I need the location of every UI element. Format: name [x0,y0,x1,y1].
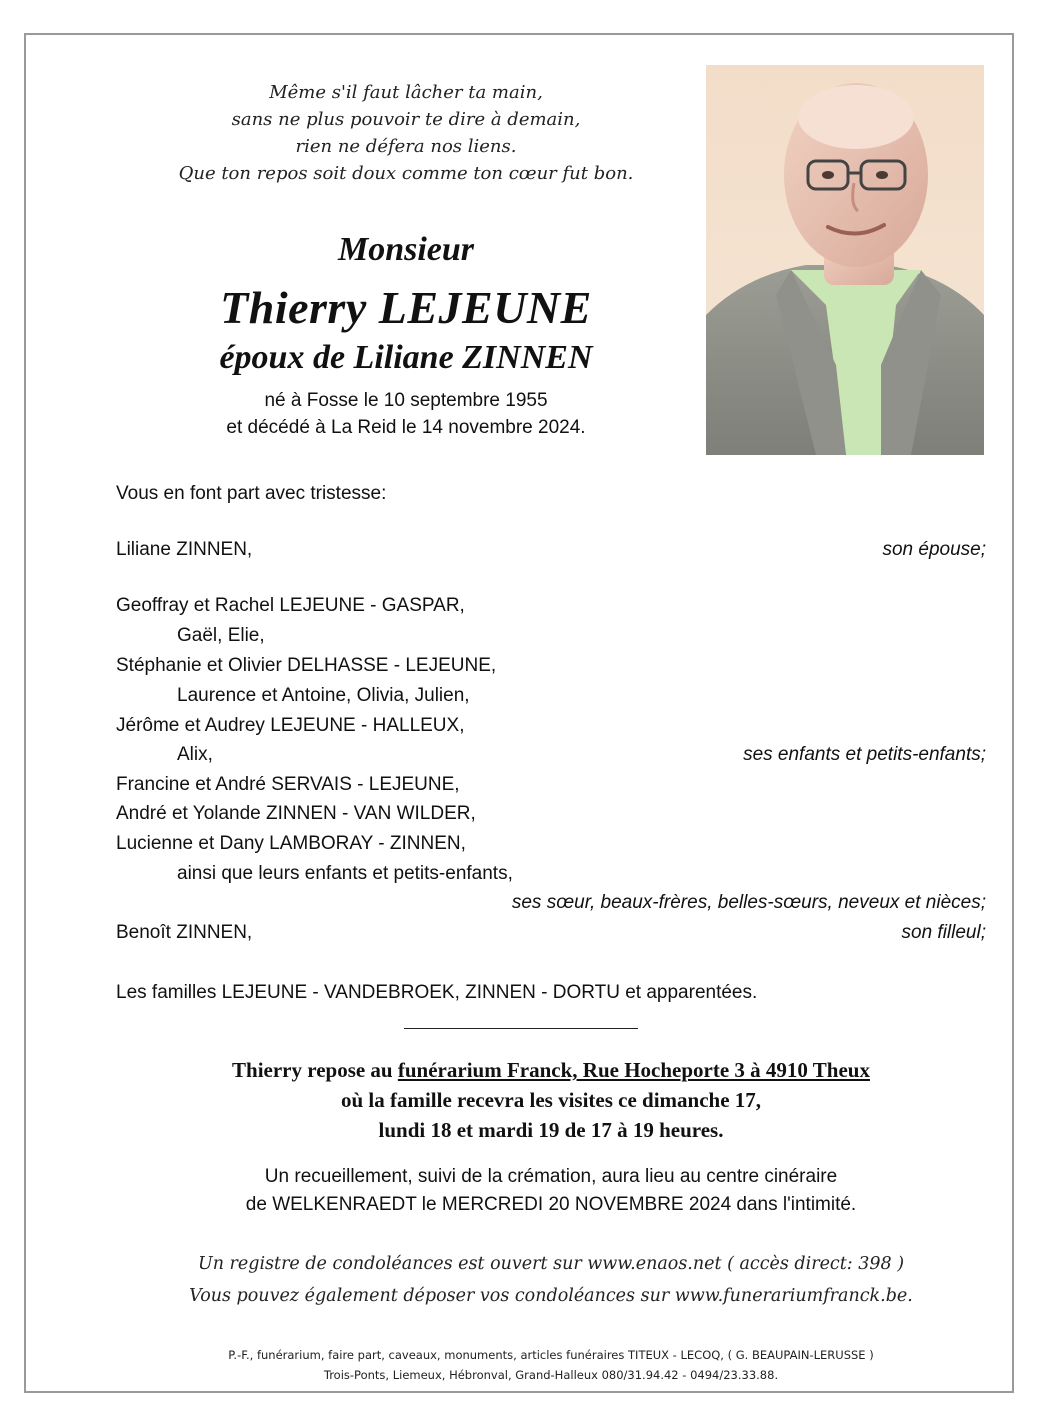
poem [156,79,656,187]
family-name: Liliane ZINNEN, [116,539,253,560]
ceremony-line: de WELKENRAEDT le MERCREDI 20 NOVEMBRE 2024 dans l'intimité. [245,1194,857,1215]
family-name: Lucienne et Dany LAMBORAY - ZINNEN, [116,833,466,854]
family-row [116,685,986,715]
family-row [116,833,986,863]
family-name: Gaël, Elie, [177,625,265,646]
poem-line: Même s'il faut lâcher ta main, [269,82,543,103]
family-row [116,744,986,774]
family-row [116,539,986,569]
family-row [116,655,986,685]
family-name: Francine et André SERVAIS - LEJEUNE, [116,774,460,795]
family-name: Alix, [177,744,213,765]
footer-line: Trois-Ponts, Liemeux, Hébronval, Grand-Halleux 080/31.94.42 - 0494/23.33.88. [323,1368,779,1382]
funerarium-address: funérarium Franck, Rue Hocheporte 3 à 4910 Theux [397,1058,870,1082]
family-row [116,774,986,804]
families-row [116,982,986,1012]
family-row [116,892,986,922]
family-row [116,863,986,893]
condolences-notice [116,1248,986,1312]
family-row [116,803,986,833]
obituary-card [24,33,1014,1393]
footer-line: P.-F., funérarium, faire part, caveaux, monuments, articles funéraires TITEUX - LECOQ, ( G. BEAUPAIN-LERUSSE ) [228,1348,874,1362]
poem-line: rien ne défera nos liens. [295,136,517,157]
ceremony-notice [116,1163,986,1219]
family-name: Laurence et Antoine, Olivia, Julien, [177,685,470,706]
family-name: André et Yolande ZINNEN - VAN WILDER, [116,803,476,824]
family-name: Stéphanie et Olivier DELHASSE - LEJEUNE, [116,655,497,676]
poem-line: Que ton repos soit doux comme ton cœur fut bon. [178,163,634,184]
repose-line [116,1055,986,1085]
portrait-illustration [706,65,984,455]
family-role: son épouse; [882,539,986,560]
divider [404,1028,638,1029]
deceased-name: Thierry LEJEUNE [220,282,592,333]
repose-line: où la famille recevra les visites ce dimanche 17, [340,1088,762,1112]
funeral-home-footer [116,1345,986,1385]
family-row [116,715,986,745]
portrait-photo [706,65,984,455]
repose-notice [116,1055,986,1145]
family-role: ses sœur, beaux-frères, belles-sœurs, neveux et nièces; [511,892,986,913]
condolences-line: Vous pouvez également déposer vos condoléances sur www.funerariumfranck.be. [189,1286,913,1306]
death-line: et décédé à La Reid le 14 novembre 2024. [226,417,586,438]
family-name: ainsi que leurs enfants et petits-enfants, [177,863,513,884]
family-name: Benoît ZINNEN, [116,922,253,943]
repose-prefix: Thierry repose au [232,1058,398,1082]
ceremony-line: Un recueillement, suivi de la crémation, aura lieu au centre cinéraire [264,1166,838,1187]
poem-line: sans ne plus pouvoir te dire à demain, [231,109,581,130]
announcement-intro-row [116,483,986,513]
spouse-line: époux de Liliane ZINNEN [219,339,593,376]
honorific: Monsieur [337,231,475,268]
family-name: Jérôme et Audrey LEJEUNE - HALLEUX, [116,715,465,736]
family-row [116,625,986,655]
birth-death-dates [156,387,656,441]
birth-line: né à Fosse le 10 septembre 1955 [264,390,548,411]
repose-line: lundi 18 et mardi 19 de 17 à 19 heures. [378,1118,724,1142]
family-role: ses enfants et petits-enfants; [743,744,986,765]
families-line: Les familles LEJEUNE - VANDEBROEK, ZINNEN - DORTU et apparentées. [116,982,758,1003]
family-name: Geoffray et Rachel LEJEUNE - GASPAR, [116,595,465,616]
family-row [116,595,986,625]
announcement-intro: Vous en font part avec tristesse: [116,483,387,504]
family-row [116,922,986,952]
condolences-line: Un registre de condoléances est ouvert sur www.enaos.net ( accès direct: 398 ) [197,1254,905,1274]
family-role: son filleul; [901,922,986,943]
